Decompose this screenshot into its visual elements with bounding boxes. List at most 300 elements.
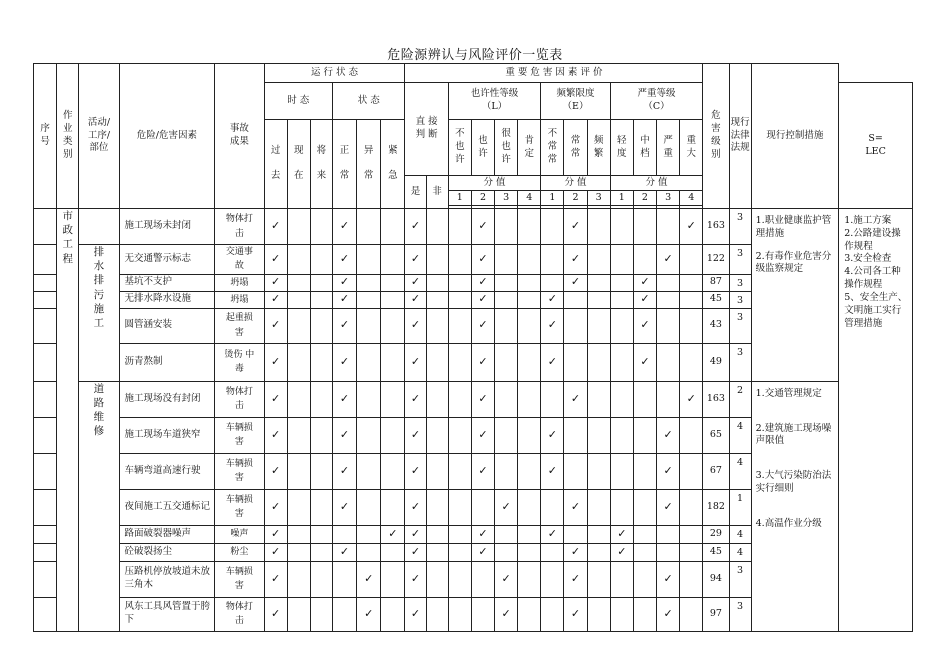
empty-cell — [680, 543, 703, 561]
empty-cell — [357, 489, 381, 525]
header-judge-yes: 是 — [405, 176, 426, 209]
empty-cell — [541, 561, 564, 597]
empty-cell — [448, 274, 471, 291]
empty-cell — [610, 209, 633, 245]
header-major-eval: 重 要 危 害 因 素 评 价 — [405, 64, 703, 83]
empty-cell — [310, 245, 332, 275]
empty-cell — [357, 274, 381, 291]
header-L-score: 3 — [495, 191, 518, 206]
seq-cell — [34, 543, 57, 561]
empty-cell — [357, 245, 381, 275]
tick-mark: ✓ — [541, 525, 564, 543]
consequence-cell: 车辆损 害 — [215, 561, 264, 597]
empty-cell — [332, 597, 356, 631]
tick-mark: ✓ — [657, 453, 680, 489]
empty-cell — [381, 245, 405, 275]
header-danger-grade: 危 害 级 别 — [703, 64, 729, 209]
header-C-group: 严重等级 （C） — [610, 83, 703, 120]
empty-cell — [610, 561, 633, 597]
consequence-cell: 坍塌 — [215, 274, 264, 291]
tick-mark: ✓ — [357, 597, 381, 631]
tick-mark: ✓ — [405, 245, 426, 275]
header-E-score-label: 分 值 — [541, 176, 610, 191]
control-item: 2.公路建设操作规程 — [844, 227, 901, 252]
empty-cell — [310, 417, 332, 453]
empty-cell — [518, 274, 541, 291]
tick-mark: ✓ — [633, 274, 656, 291]
empty-cell — [471, 561, 494, 597]
tick-mark: ✓ — [332, 453, 356, 489]
s-value-cell: 122 — [703, 245, 729, 275]
empty-cell — [310, 291, 332, 308]
document-title: 危险源辨认与风险评价一览表 — [387, 48, 563, 63]
empty-cell — [541, 245, 564, 275]
header-C-col: 轻 度 — [610, 120, 633, 176]
empty-cell — [657, 209, 680, 245]
tick-mark: ✓ — [332, 209, 356, 245]
empty-cell — [610, 489, 633, 525]
empty-cell — [357, 209, 381, 245]
empty-cell — [518, 489, 541, 525]
empty-cell — [495, 543, 518, 561]
empty-cell — [448, 597, 471, 631]
consequence-cell: 交通事 故 — [215, 245, 264, 275]
header-L-col: 很 也 许 — [495, 120, 518, 176]
empty-cell — [381, 543, 405, 561]
empty-cell — [381, 453, 405, 489]
empty-cell — [426, 525, 448, 543]
header-consequence: 事故 成果 — [215, 64, 264, 209]
empty-cell — [680, 343, 703, 381]
tick-mark: ✓ — [633, 291, 656, 308]
consequence-cell: 噪声 — [215, 525, 264, 543]
tick-mark: ✓ — [471, 274, 494, 291]
empty-cell — [357, 525, 381, 543]
header-C-col: 中 档 — [633, 120, 656, 176]
header-C-col: 严 重 — [657, 120, 680, 176]
s-value-cell: 163 — [703, 209, 729, 245]
tick-mark: ✓ — [633, 343, 656, 381]
s-value-cell: 94 — [703, 561, 729, 597]
tick-mark: ✓ — [405, 343, 426, 381]
empty-cell — [633, 597, 656, 631]
hazard-cell: 夜间施工五交通标记 — [119, 489, 215, 525]
controls-cell — [839, 209, 913, 632]
tick-mark: ✓ — [264, 209, 287, 245]
empty-cell — [310, 561, 332, 597]
empty-cell — [448, 308, 471, 343]
empty-cell — [426, 291, 448, 308]
empty-cell — [310, 543, 332, 561]
tick-mark: ✓ — [264, 343, 287, 381]
s-value-cell: 49 — [703, 343, 729, 381]
s-value-cell: 97 — [703, 597, 729, 631]
tick-mark: ✓ — [264, 525, 287, 543]
s-value-cell: 163 — [703, 381, 729, 417]
empty-cell — [587, 274, 610, 291]
seq-cell — [34, 291, 57, 308]
empty-cell — [564, 308, 587, 343]
empty-cell — [426, 381, 448, 417]
header-E-score: 3 — [587, 191, 610, 206]
laws-cell-1 — [751, 209, 839, 382]
empty-cell — [471, 597, 494, 631]
tick-mark: ✓ — [405, 543, 426, 561]
empty-cell — [518, 561, 541, 597]
empty-cell — [448, 561, 471, 597]
seq-cell — [34, 274, 57, 291]
tick-mark: ✓ — [657, 245, 680, 275]
tick-mark: ✓ — [471, 308, 494, 343]
s-value-cell: 45 — [703, 543, 729, 561]
tick-mark: ✓ — [564, 489, 587, 525]
s-value-cell: 182 — [703, 489, 729, 525]
empty-cell — [587, 343, 610, 381]
empty-cell — [680, 308, 703, 343]
empty-cell — [587, 543, 610, 561]
header-emergency: 紧 急 — [381, 120, 405, 209]
header-E-group: 频繁限度 （E） — [541, 83, 610, 120]
empty-cell — [587, 561, 610, 597]
empty-cell — [541, 381, 564, 417]
empty-cell — [680, 525, 703, 543]
tick-mark: ✓ — [332, 245, 356, 275]
header-C-score: 2 — [633, 191, 656, 206]
empty-cell — [680, 291, 703, 308]
activity-cell-empty — [79, 209, 119, 245]
empty-cell — [518, 209, 541, 245]
tick-mark: ✓ — [541, 417, 564, 453]
consequence-cell: 粉尘 — [215, 543, 264, 561]
empty-cell — [381, 308, 405, 343]
header-present: 现 在 — [287, 120, 310, 209]
empty-cell — [564, 417, 587, 453]
empty-cell — [610, 308, 633, 343]
empty-cell — [357, 343, 381, 381]
grade-cell: 1 — [729, 489, 751, 525]
empty-cell — [287, 453, 310, 489]
empty-cell — [426, 209, 448, 245]
tick-mark: ✓ — [657, 561, 680, 597]
tick-mark: ✓ — [564, 381, 587, 417]
s-value-cell: 65 — [703, 417, 729, 453]
empty-cell — [541, 543, 564, 561]
empty-cell — [518, 291, 541, 308]
empty-cell — [287, 343, 310, 381]
empty-cell — [587, 209, 610, 245]
tick-mark: ✓ — [471, 209, 494, 245]
consequence-cell: 车辆损 害 — [215, 489, 264, 525]
tick-mark: ✓ — [541, 343, 564, 381]
header-C-score: 3 — [657, 191, 680, 206]
empty-cell — [680, 597, 703, 631]
header-L-col: 也 许 — [471, 120, 494, 176]
empty-cell — [448, 291, 471, 308]
empty-cell — [518, 417, 541, 453]
empty-cell — [587, 453, 610, 489]
header-L-score: 4 — [518, 191, 541, 206]
tick-mark: ✓ — [564, 274, 587, 291]
consequence-cell: 物体打 击 — [215, 597, 264, 631]
tick-mark: ✓ — [610, 525, 633, 543]
hazard-cell: 车辆弯道高速行驶 — [119, 453, 215, 489]
empty-cell — [587, 245, 610, 275]
grade-cell: 3 — [729, 343, 751, 381]
control-item: 5、安全生产、文明施工实行管理措施 — [844, 291, 908, 329]
header-judge-no: 非 — [426, 176, 448, 209]
tick-mark: ✓ — [471, 291, 494, 308]
empty-cell — [381, 597, 405, 631]
activity-cell-drainage: 排 水 排 污 施 工 — [79, 245, 119, 382]
empty-cell — [448, 453, 471, 489]
empty-cell — [426, 308, 448, 343]
empty-cell — [287, 597, 310, 631]
header-state: 状 态 — [332, 83, 405, 120]
hazard-cell: 路面破裂器噪声 — [119, 525, 215, 543]
header-L-group: 也许性等级 （L） — [448, 83, 541, 120]
empty-cell — [633, 453, 656, 489]
tick-mark: ✓ — [471, 245, 494, 275]
empty-cell — [495, 343, 518, 381]
empty-cell — [310, 381, 332, 417]
empty-cell — [610, 274, 633, 291]
empty-cell — [426, 417, 448, 453]
header-job-category: 作 业 类 别 — [57, 64, 79, 209]
header-L-score: 2 — [471, 191, 494, 206]
empty-cell — [633, 543, 656, 561]
tick-mark: ✓ — [405, 597, 426, 631]
empty-cell — [495, 525, 518, 543]
seq-cell — [34, 597, 57, 631]
header-s-lec: S= LEC — [839, 83, 913, 209]
empty-cell — [564, 525, 587, 543]
empty-cell — [287, 525, 310, 543]
empty-cell — [633, 525, 656, 543]
seq-cell — [34, 343, 57, 381]
s-value-cell: 29 — [703, 525, 729, 543]
grade-cell: 2 — [729, 381, 751, 417]
tick-mark: ✓ — [541, 453, 564, 489]
empty-cell — [495, 417, 518, 453]
tick-mark: ✓ — [264, 308, 287, 343]
law-item: 2.有毒作业危害分级监察规定 — [755, 250, 832, 275]
empty-cell — [495, 274, 518, 291]
tick-mark: ✓ — [564, 543, 587, 561]
empty-cell — [633, 245, 656, 275]
seq-cell — [34, 245, 57, 275]
tick-mark: ✓ — [633, 308, 656, 343]
tick-mark: ✓ — [680, 381, 703, 417]
empty-cell — [448, 525, 471, 543]
empty-cell — [495, 308, 518, 343]
empty-cell — [564, 453, 587, 489]
empty-cell — [381, 343, 405, 381]
tick-mark: ✓ — [564, 597, 587, 631]
tick-mark: ✓ — [264, 291, 287, 308]
law-item: 3.大气污染防治法实行细则 — [755, 470, 832, 495]
empty-cell — [518, 543, 541, 561]
tick-mark: ✓ — [381, 525, 405, 543]
table-header — [34, 64, 913, 209]
empty-cell — [287, 561, 310, 597]
grade-cell: 3 — [729, 308, 751, 343]
empty-cell — [426, 343, 448, 381]
empty-cell — [310, 597, 332, 631]
empty-cell — [680, 245, 703, 275]
grade-cell: 4 — [729, 543, 751, 561]
tick-mark: ✓ — [357, 561, 381, 597]
tick-mark: ✓ — [264, 417, 287, 453]
tick-mark: ✓ — [264, 274, 287, 291]
tick-mark: ✓ — [680, 209, 703, 245]
empty-cell — [518, 381, 541, 417]
tick-mark: ✓ — [405, 381, 426, 417]
seq-cell — [34, 381, 57, 417]
header-seq: 序 号 — [34, 64, 57, 209]
empty-cell — [657, 291, 680, 308]
job-category-cell: 市 政 工 程 — [57, 209, 79, 632]
empty-cell — [518, 245, 541, 275]
tick-mark: ✓ — [405, 209, 426, 245]
empty-cell — [448, 209, 471, 245]
empty-cell — [633, 561, 656, 597]
law-item: 1.交通管理规定 — [755, 387, 822, 399]
empty-cell — [657, 525, 680, 543]
empty-cell — [287, 274, 310, 291]
empty-cell — [426, 245, 448, 275]
table-row — [34, 381, 913, 417]
tick-mark: ✓ — [564, 209, 587, 245]
tick-mark: ✓ — [264, 453, 287, 489]
empty-cell — [357, 543, 381, 561]
empty-cell — [610, 245, 633, 275]
empty-cell — [680, 417, 703, 453]
empty-cell — [518, 525, 541, 543]
tick-mark: ✓ — [264, 543, 287, 561]
tick-mark: ✓ — [564, 561, 587, 597]
empty-cell — [680, 453, 703, 489]
tick-mark: ✓ — [495, 597, 518, 631]
empty-cell — [381, 291, 405, 308]
laws-cell-2 — [751, 381, 839, 631]
consequence-cell: 坍塌 — [215, 291, 264, 308]
header-C-score-label: 分 值 — [610, 176, 703, 191]
empty-cell — [657, 274, 680, 291]
empty-cell — [495, 381, 518, 417]
empty-cell — [426, 274, 448, 291]
empty-cell — [587, 381, 610, 417]
table-row — [34, 209, 913, 245]
empty-cell — [680, 274, 703, 291]
tick-mark: ✓ — [405, 308, 426, 343]
empty-cell — [287, 291, 310, 308]
empty-cell — [657, 543, 680, 561]
grade-cell: 4 — [729, 525, 751, 543]
header-L-col: 肯 定 — [518, 120, 541, 176]
tick-mark: ✓ — [264, 381, 287, 417]
empty-cell — [610, 291, 633, 308]
empty-cell — [633, 209, 656, 245]
empty-cell — [518, 597, 541, 631]
grade-cell: 4 — [729, 417, 751, 453]
tick-mark: ✓ — [332, 274, 356, 291]
tick-mark: ✓ — [405, 291, 426, 308]
tick-mark: ✓ — [541, 291, 564, 308]
header-E-col: 频 繁 — [587, 120, 610, 176]
consequence-cell: 物体打 击 — [215, 381, 264, 417]
empty-cell — [495, 291, 518, 308]
empty-cell — [541, 597, 564, 631]
empty-cell — [310, 343, 332, 381]
empty-cell — [448, 489, 471, 525]
tick-mark: ✓ — [471, 453, 494, 489]
empty-cell — [587, 489, 610, 525]
seq-cell — [34, 308, 57, 343]
empty-cell — [426, 489, 448, 525]
s-value-cell: 45 — [703, 291, 729, 308]
empty-cell — [657, 381, 680, 417]
hazard-cell: 砼破裂扬尘 — [119, 543, 215, 561]
seq-cell — [34, 525, 57, 543]
empty-cell — [381, 489, 405, 525]
header-L-col: 不 也 许 — [448, 120, 471, 176]
seq-cell — [34, 489, 57, 525]
empty-cell — [610, 381, 633, 417]
empty-cell — [518, 343, 541, 381]
empty-cell — [287, 489, 310, 525]
tick-mark: ✓ — [332, 489, 356, 525]
empty-cell — [426, 453, 448, 489]
tick-mark: ✓ — [264, 597, 287, 631]
hazard-cell: 施工现场未封闭 — [119, 209, 215, 245]
tick-mark: ✓ — [471, 525, 494, 543]
grade-cell: 4 — [729, 453, 751, 489]
empty-cell — [587, 597, 610, 631]
empty-cell — [426, 543, 448, 561]
tick-mark: ✓ — [405, 453, 426, 489]
empty-cell — [287, 543, 310, 561]
empty-cell — [541, 209, 564, 245]
grade-cell: 3 — [729, 245, 751, 275]
empty-cell — [287, 209, 310, 245]
empty-cell — [332, 561, 356, 597]
header-hazard: 危险/危害因素 — [119, 64, 215, 209]
consequence-cell: 物体打 击 — [215, 209, 264, 245]
empty-cell — [448, 417, 471, 453]
tick-mark: ✓ — [495, 561, 518, 597]
header-C-score: 1 — [610, 191, 633, 206]
tick-mark: ✓ — [264, 489, 287, 525]
empty-cell — [657, 343, 680, 381]
empty-cell — [287, 417, 310, 453]
hazard-cell: 无排水降水设施 — [119, 291, 215, 308]
empty-cell — [310, 489, 332, 525]
tick-mark: ✓ — [405, 489, 426, 525]
hazard-cell: 压路机停放坡道未放三角木 — [119, 561, 215, 597]
empty-cell — [448, 343, 471, 381]
empty-cell — [633, 489, 656, 525]
empty-cell — [587, 308, 610, 343]
empty-cell — [357, 453, 381, 489]
empty-cell — [518, 453, 541, 489]
header-direct-judge: 直 接 判 断 — [405, 83, 448, 176]
empty-cell — [657, 308, 680, 343]
s-value-cell: 43 — [703, 308, 729, 343]
tick-mark: ✓ — [657, 417, 680, 453]
tick-mark: ✓ — [332, 343, 356, 381]
tick-mark: ✓ — [405, 274, 426, 291]
risk-assessment-table — [33, 63, 913, 632]
